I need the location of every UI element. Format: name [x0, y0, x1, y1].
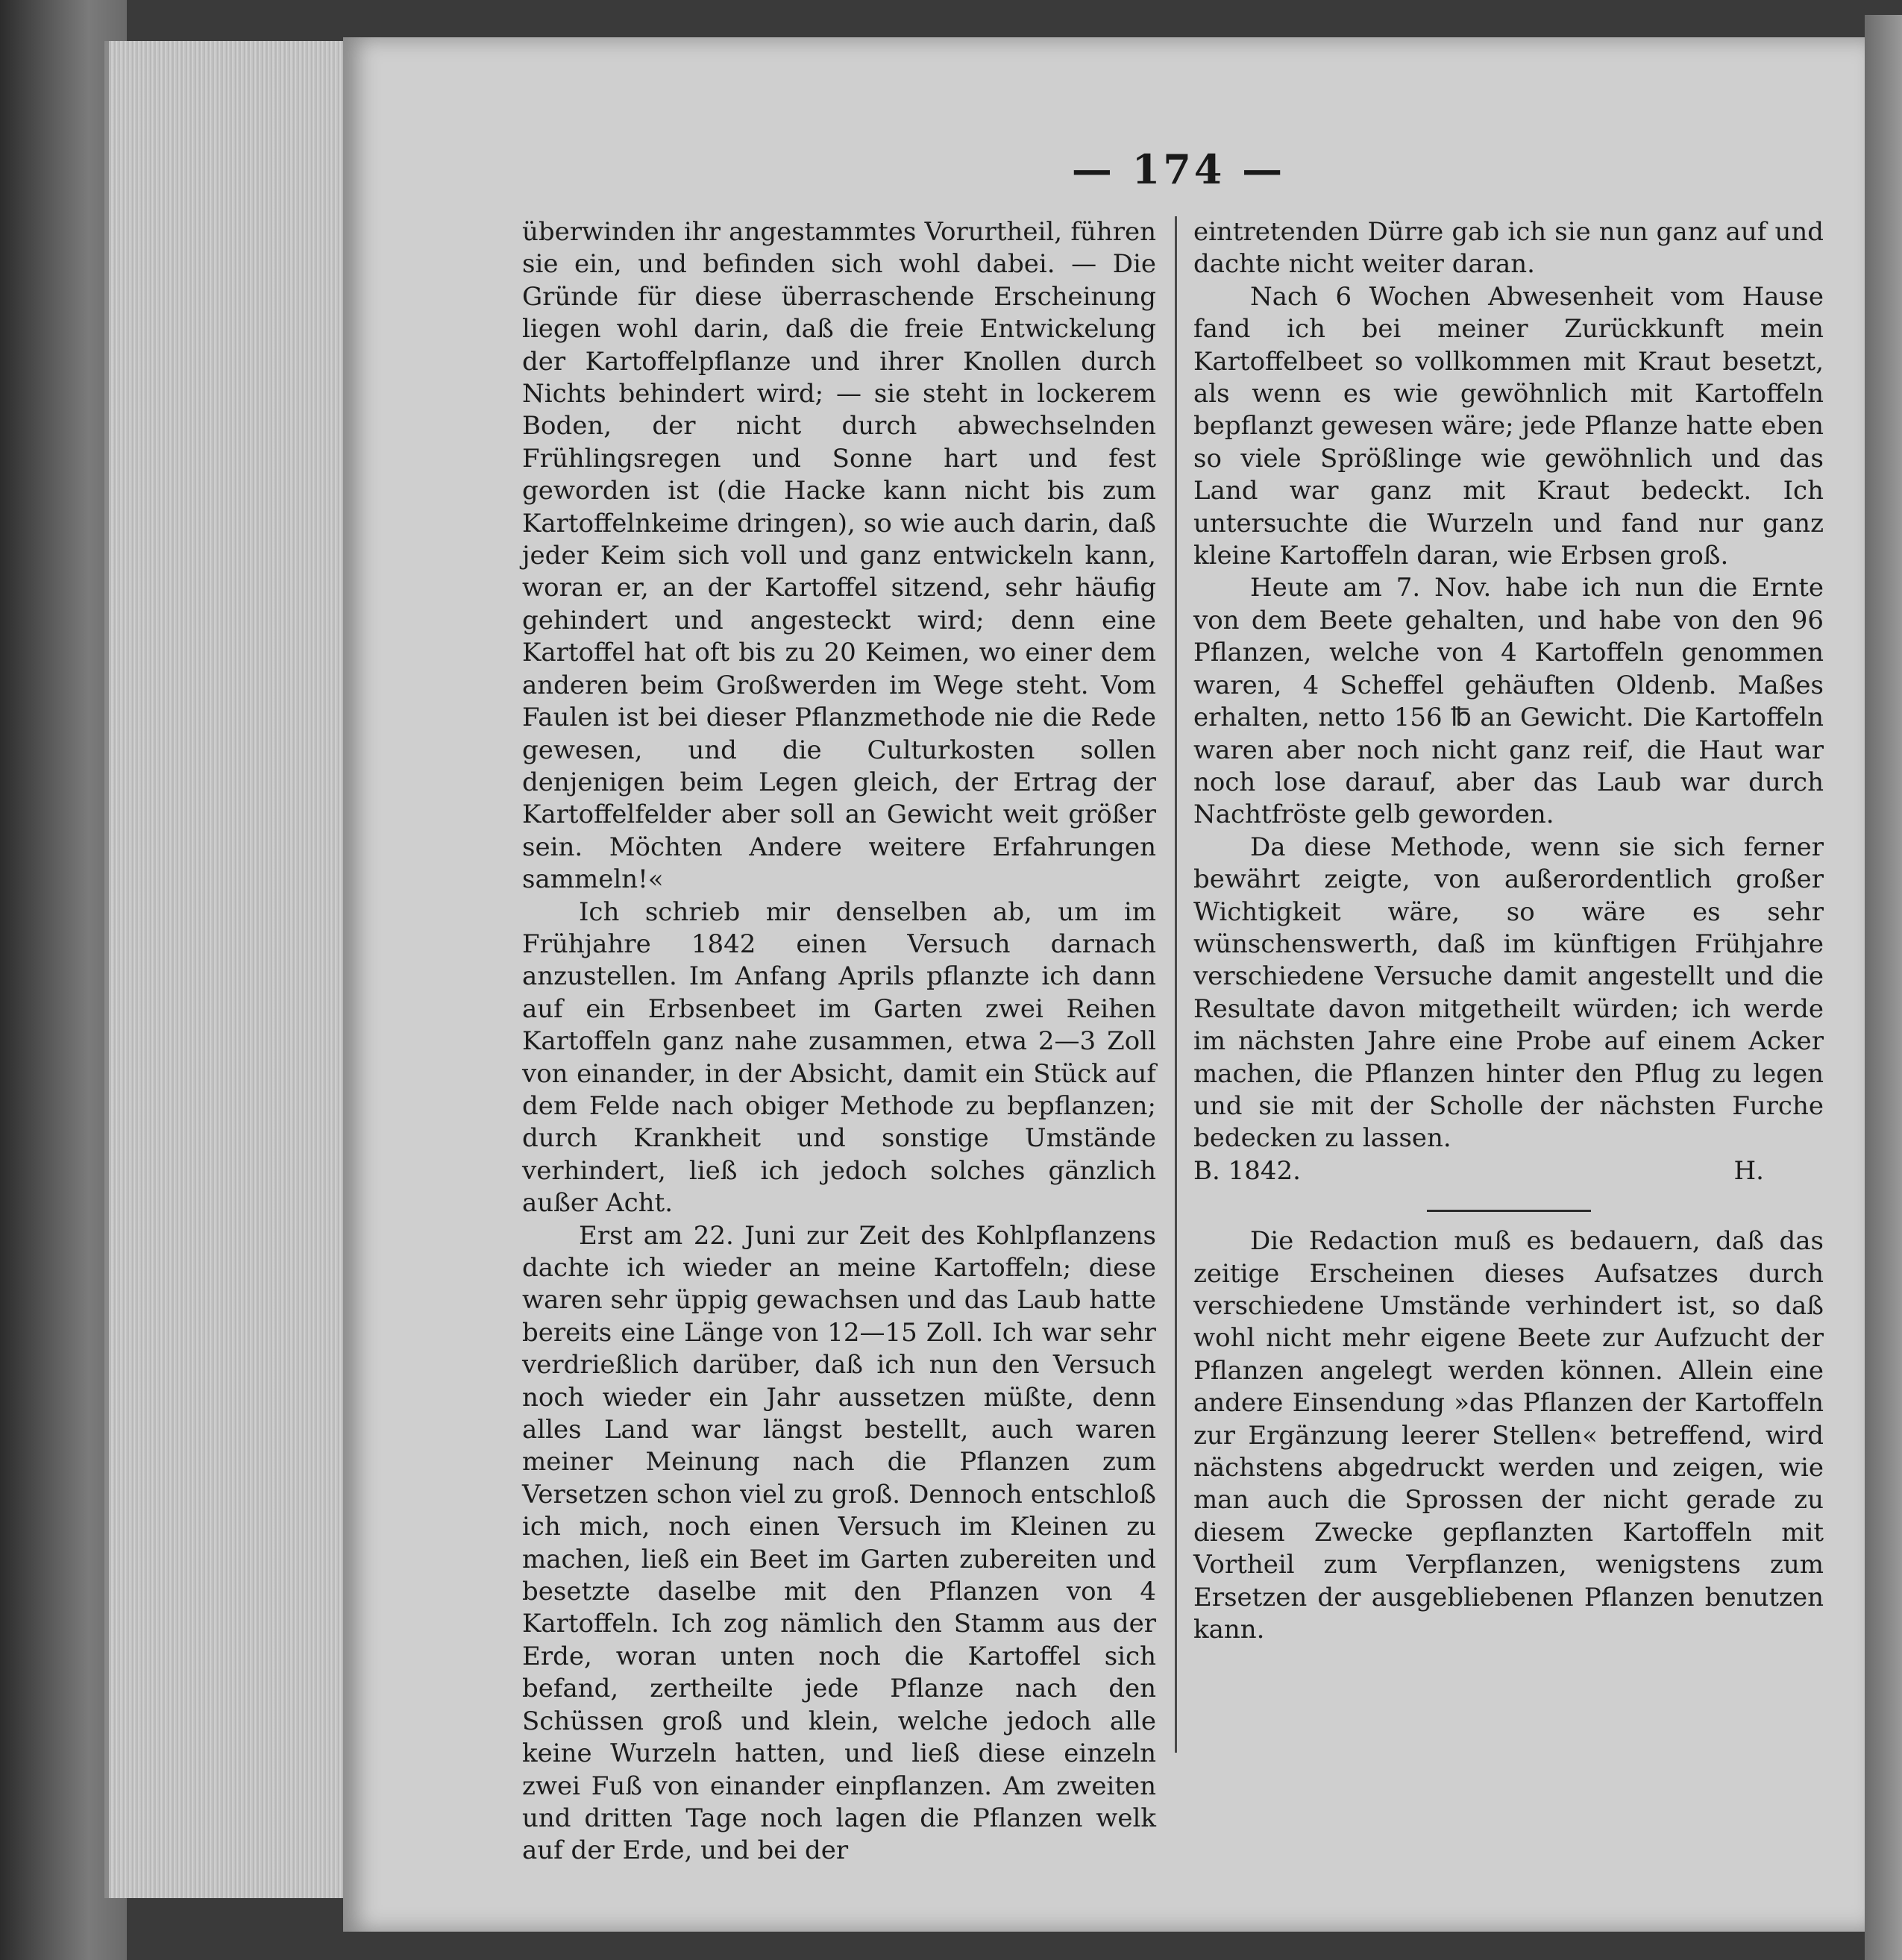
- left-column: [522, 216, 1156, 1868]
- page-stack-edge: [104, 41, 355, 1898]
- signature-place-date: B. 1842.: [1193, 1155, 1301, 1186]
- book-cover-right: [1865, 15, 1902, 1960]
- right-paragraph-1: eintretenden Dürre gab ich sie nun ganz auf und dachte nicht weiter daran.: [1193, 217, 1824, 280]
- article-signature: [1193, 1155, 1824, 1187]
- right-paragraph-4: Da diese Methode, wenn sie sich ferner bewährt zeigte, von außerordentlich großer Wichtigkeit wäre, so wäre es sehr wünschenswerth, daß im künftigen Frühjahre verschiedene Versuche damit angestellt und die Resultate davon mitgetheilt würden; ich werde im nächsten Jahre eine Probe auf einem Acker machen, die Pflanzen hinter den Pflug zu legen und sie mit der Scholle der nächsten Furche bedecken zu lassen.: [1193, 832, 1824, 1154]
- right-paragraph-3: Heute am 7. Nov. habe ich nun die Ernte von dem Beete gehalten, und habe von den 96 Pflanzen, welche von 4 Kartoffeln genommen waren, 4 Scheffel gehäuften Oldenb. Maßes erhalten, netto 156 ℔ an Gewicht. Die Kartoffeln waren aber noch nicht ganz reif, die Haut war noch lose darauf, aber das Laub war durch Nachtfröste gelb geworden.: [1193, 573, 1824, 830]
- left-paragraph-3: Erst am 22. Juni zur Zeit des Kohlpflanzens dachte ich wieder an meine Kartoffeln; diese waren sehr üppig gewachsen und das Laub hatte bereits eine Länge von 12—15 Zoll. Ich war sehr verdrießlich darüber, daß ich nun den Versuch noch wieder ein Jahr aussetzen müßte, denn alles Land war längst bestellt, auch waren meiner Meinung nach die Pflanzen zum Versetzen schon viel zu groß. Dennoch entschloß ich mich, noch einen Versuch im Kleinen zu machen, ließ ein Beet im Garten zubereiten und besetzte daselbe mit den Pflanzen von 4 Kartoffeln. Ich zog nämlich den Stamm aus der Erde, woran unten noch die Kartoffel sich befand, zertheilte jede Pflanze nach den Schüssen groß und klein, welche jedoch alle keine Wurzeln hatten, und ließ diese einzeln zwei Fuß von einander einpflanzen. Am zweiten und dritten Tage noch lagen die Pflanzen welk auf der Erde, und bei der: [522, 1220, 1156, 1866]
- right-column: [1193, 216, 1824, 1646]
- signature-initial: H.: [1733, 1155, 1764, 1186]
- left-paragraph-1: überwinden ihr angestammtes Vorurtheil, führen sie ein, und befinden sich wohl dabei. — Die Gründe für diese überraschende Erscheinung liegen wohl darin, daß die freie Entwickelung der Kartoffelpflanze und ihrer Knollen durch Nichts behindert wird; — sie steht in lockerem Boden, der nicht durch abwechselnden Frühlingsregen und Sonne hart und fest geworden ist (die Hacke kann nicht bis zum Kartoffelnkeime dringen), so wie auch darin, daß jeder Keim sich voll und ganz entwickeln kann, woran er, an der Kartoffel sitzend, sehr häufig gehindert und angesteckt wird; denn eine Kartoffel hat oft bis zu 20 Keimen, wo einer dem anderen beim Großwerden im Wege steht. Vom Faulen ist bei dieser Pflanzmethode nie die Rede gewesen, und die Culturkosten sollen denjenigen beim Legen gleich, der Ertrag der Kartoffelfelder aber soll an Gewicht weit größer sein. Möchten Andere weitere Erfahrungen sammeln!«: [522, 217, 1156, 895]
- column-divider: [1175, 216, 1177, 1753]
- section-rule: [1427, 1210, 1591, 1212]
- left-paragraph-2: Ich schrieb mir denselben ab, um im Frühjahre 1842 einen Versuch darnach anzustellen. Im Anfang Aprils pflanzte ich dann auf ein Erbsenbeet im Garten zwei Reihen Kartoffeln ganz nahe zusammen, etwa 2—3 Zoll von einander, in der Absicht, damit ein Stück auf dem Felde nach obiger Methode zu bepflanzen; durch Krankheit und sonstige Umstände verhindert, ließ ich jedoch solches gänzlich außer Acht.: [522, 896, 1156, 1219]
- page-number: — 174 —: [1071, 145, 1286, 193]
- editorial-note: Die Redaction muß es bedauern, daß das zeitige Erscheinen dieses Aufsatzes durch verschiedene Umstände verhindert ist, so daß wohl nicht mehr eigene Beete zur Aufzucht der Pflanzen angelegt werden können. Allein eine andere Einsendung »das Pflanzen der Kartoffeln zur Ergänzung leerer Stellen« betreffend, wird nächstens abgedruckt werden und zeigen, wie man auch die Sprossen der nicht gerade zu diesem Zwecke gepflanzten Kartoffeln mit Vortheil zum Verpflanzen, wenigstens zum Ersetzen der ausgebliebenen Pflanzen benutzen kann.: [1193, 1226, 1824, 1645]
- right-paragraph-2: Nach 6 Wochen Abwesenheit vom Hause fand ich bei meiner Zurückkunft mein Kartoffelbeet so vollkommen mit Kraut besetzt, als wenn es wie gewöhnlich mit Kartoffeln bepflanzt gewesen wäre; jede Pflanze hatte eben so viele Sprößlinge wie gewöhnlich und das Land war ganz mit Kraut bedeckt. Ich untersuchte die Wurzeln und fand nur ganz kleine Kartoffeln daran, wie Erbsen groß.: [1193, 281, 1824, 571]
